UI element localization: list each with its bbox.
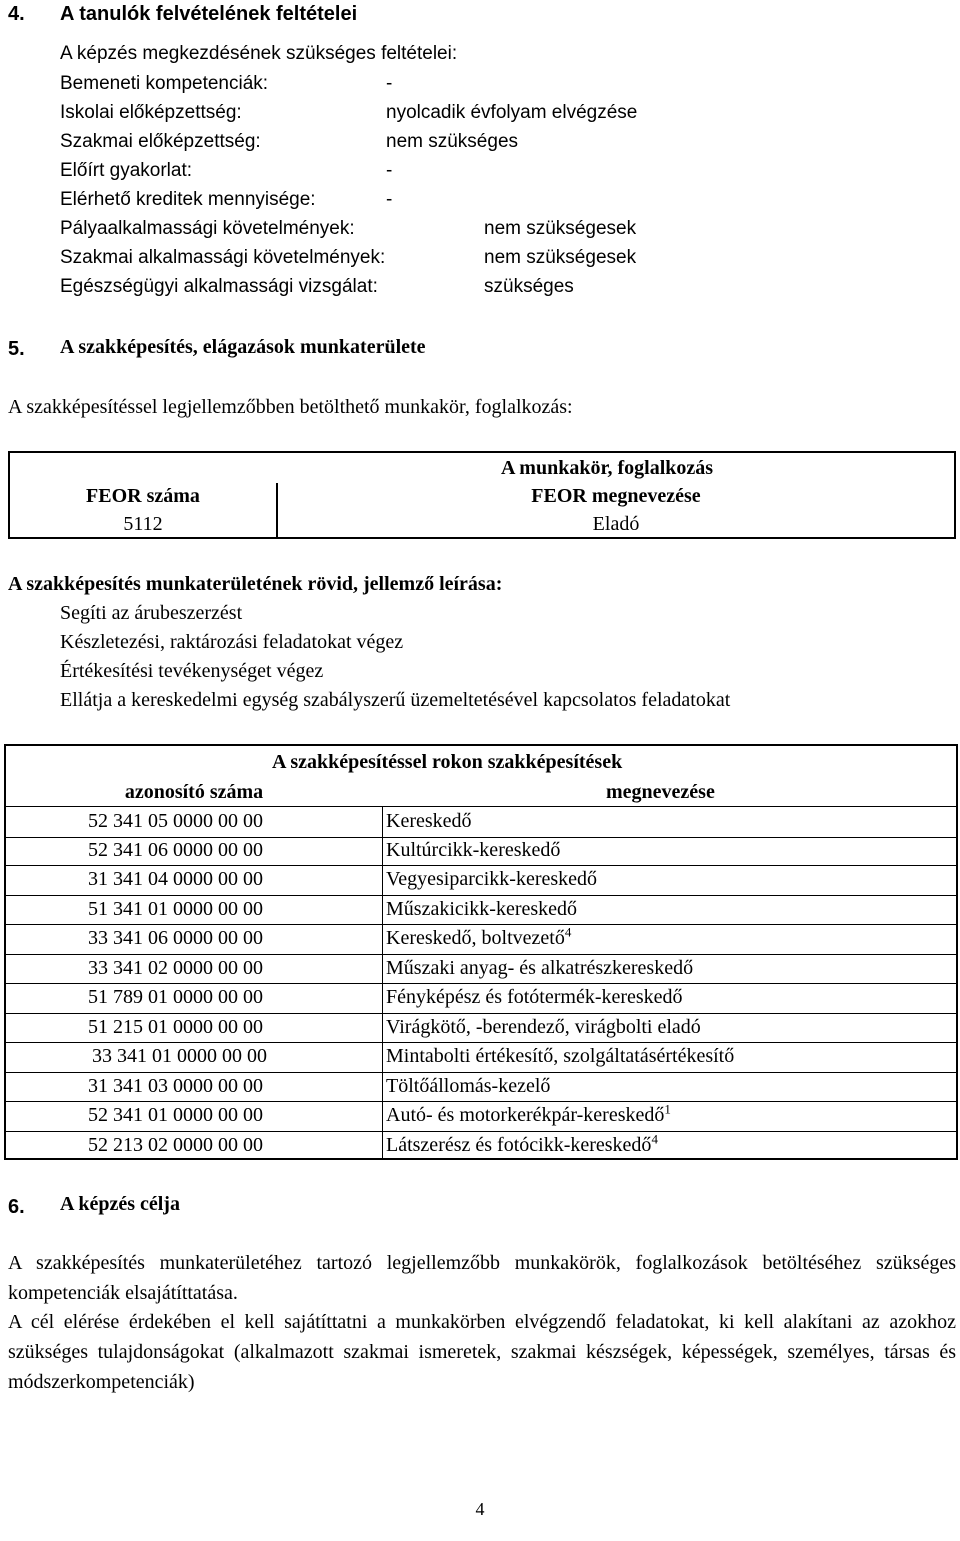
qualification-code: 31 341 04 0000 00 00 (88, 868, 263, 890)
section-4-title: A tanulók felvételének feltételei (60, 3, 358, 25)
feor-code: 5112 (123, 513, 163, 535)
page-number: 4 (475, 1499, 485, 1519)
requirement-row (60, 158, 960, 184)
footnote-marker: 4 (564, 924, 572, 940)
qualification-name (386, 897, 577, 921)
table-row (6, 1042, 956, 1073)
requirement-value: szükséges (484, 276, 574, 297)
footnote-marker: 1 (664, 1101, 671, 1117)
requirement-row (60, 187, 960, 213)
qualification-name (386, 1074, 550, 1098)
requirement-value: - (386, 189, 393, 210)
requirement-row (60, 100, 960, 126)
related-col-code-header: azonosító száma (124, 781, 264, 803)
feor-name: Eladó (592, 513, 640, 535)
qualification-name-text: Kereskedő (386, 810, 472, 832)
description-title: A szakképesítés munkaterületének rövid, jellemző leírása: (8, 573, 503, 595)
related-qualifications-table (4, 744, 958, 1160)
table-row (6, 1101, 956, 1132)
qualification-name (386, 956, 693, 980)
section-4-intro: A képzés megkezdésének szükséges feltételei: (60, 43, 458, 64)
qualification-code: 52 213 02 0000 00 00 (88, 1133, 263, 1156)
requirement-label: Szakmai alkalmassági követelmények: (60, 247, 386, 268)
qualification-name (386, 867, 597, 891)
section-6-number: 6. (8, 1196, 25, 1218)
qualification-name-text: Mintabolti értékesítő, szolgáltatásértékesítő (386, 1045, 735, 1067)
table-row (6, 806, 956, 838)
qualification-code: 52 341 01 0000 00 00 (88, 1104, 263, 1126)
related-col-name-header: megnevezése (606, 781, 715, 803)
table-row (6, 1013, 956, 1044)
requirement-row (60, 71, 960, 97)
qualification-code: 51 789 01 0000 00 00 (88, 986, 263, 1008)
requirement-row (60, 274, 960, 300)
qualification-code: 51 341 01 0000 00 00 (88, 897, 263, 920)
qualification-code: 52 341 06 0000 00 00 (88, 838, 263, 861)
table-row (6, 983, 956, 1014)
feor-col-name-header: FEOR megnevezése (531, 485, 701, 507)
qualification-name-text: Fényképész és fotótermék-kereskedő (386, 986, 683, 1008)
requirement-value: - (386, 73, 393, 94)
footnote-marker: 4 (651, 1130, 658, 1146)
table-row (6, 836, 956, 867)
qualification-name (386, 1103, 671, 1127)
table-row (6, 1072, 956, 1103)
related-table-header: A szakképesítéssel rokon szakképesítések (272, 751, 623, 773)
qualification-name-text: Virágkötő, -berendező, virágbolti eladó (386, 1015, 701, 1038)
requirement-label: Előírt gyakorlat: (60, 160, 192, 181)
table-row (6, 895, 956, 926)
feor-col-code-header: FEOR száma (86, 485, 200, 507)
section-5-subtitle: A szakképesítéssel legjellemzőbben betölthető munkakör, foglalkozás: (8, 396, 573, 418)
requirement-row (60, 245, 960, 271)
qualification-name (386, 1044, 734, 1068)
qualification-name (386, 926, 571, 950)
qualification-code: 52 341 05 0000 00 00 (88, 810, 263, 832)
requirement-label: Iskolai előképzettség: (60, 102, 242, 123)
qualification-name-text: Látszerész és fotócikk-kereskedő (386, 1133, 652, 1156)
feor-table-header: A munkakör, foglalkozás (500, 457, 714, 479)
qualification-name-text: Töltőállomás-kezelő (386, 1074, 551, 1097)
qualification-code: 33 341 06 0000 00 00 (88, 927, 263, 949)
qualification-code: 51 215 01 0000 00 00 (88, 1015, 263, 1038)
section-6-paragraph-1: A szakképesítés munkaterületéhez tartozó legjellemzőbb munkakörök, foglalkozások betöltéséhez szükséges kompetenciák elsajátíttatása. (8, 1252, 956, 1304)
requirement-value: nem szükségesek (484, 218, 637, 239)
requirement-label: Pályaalkalmassági követelmények: (60, 218, 355, 239)
qualification-name-text: Kultúrcikk-kereskedő (386, 838, 561, 861)
qualification-name-text: Autó- és motorkerékpár-kereskedő (386, 1104, 665, 1126)
section-4-number: 4. (8, 3, 25, 25)
list-item: Értékesítési tevékenységet végez (60, 660, 324, 682)
list-item: Segíti az árubeszerzést (60, 602, 243, 624)
qualification-name (386, 809, 472, 833)
requirement-value: - (386, 160, 393, 181)
qualification-code: 33 341 02 0000 00 00 (88, 956, 263, 979)
requirement-value: nem szükségesek (484, 247, 637, 268)
section-5-number: 5. (8, 338, 25, 360)
qualification-name-text: Vegyesiparcikk-kereskedő (386, 868, 598, 890)
requirement-label: Bemeneti kompetenciák: (60, 73, 269, 94)
list-item: Készletezési, raktározási feladatokat végez (60, 631, 404, 653)
section-6-title: A képzés célja (60, 1193, 180, 1215)
table-row (6, 1131, 956, 1161)
requirement-value: nem szükséges (386, 131, 519, 152)
requirement-label: Elérhető kreditek mennyisége: (60, 189, 316, 210)
requirement-label: Szakmai előképzettség: (60, 131, 261, 152)
qualification-name (386, 1130, 658, 1157)
feor-table (8, 451, 956, 539)
qualification-name-text: Műszaki anyag- és alkatrészkereskedő (386, 956, 694, 979)
qualification-name (386, 838, 560, 862)
table-row (6, 865, 956, 896)
requirement-label: Egészségügyi alkalmassági vizsgálat: (60, 276, 378, 297)
qualification-name-text: Kereskedő, boltvezető (386, 927, 565, 949)
requirement-row (60, 129, 960, 155)
section-5-title: A szakképesítés, elágazások munkaterülete (60, 336, 426, 358)
qualification-code: 33 341 01 0000 00 00 (92, 1045, 267, 1067)
qualification-name (386, 1015, 701, 1039)
qualification-name (386, 985, 683, 1009)
requirement-row (60, 216, 960, 242)
requirement-value: nyolcadik évfolyam elvégzése (386, 102, 638, 123)
list-item: Ellátja a kereskedelmi egység szabályszerű üzemeltetésével kapcsolatos feladatokat (60, 689, 731, 711)
table-row (6, 924, 956, 955)
qualification-name-text: Műszakicikk-kereskedő (386, 897, 578, 920)
qualification-code: 31 341 03 0000 00 00 (88, 1074, 263, 1097)
section-6-paragraph-2: A cél elérése érdekében el kell sajátíttatni a munkakörben elvégzendő feladatokat, ki kell alakítani az azokhoz szükséges tulajdonságokat (alkalmazott szakmai ismeretek, szakmai készségek, képességek, személyes, társas és módszerkompetenciák) (8, 1311, 956, 1393)
table-row (6, 954, 956, 985)
